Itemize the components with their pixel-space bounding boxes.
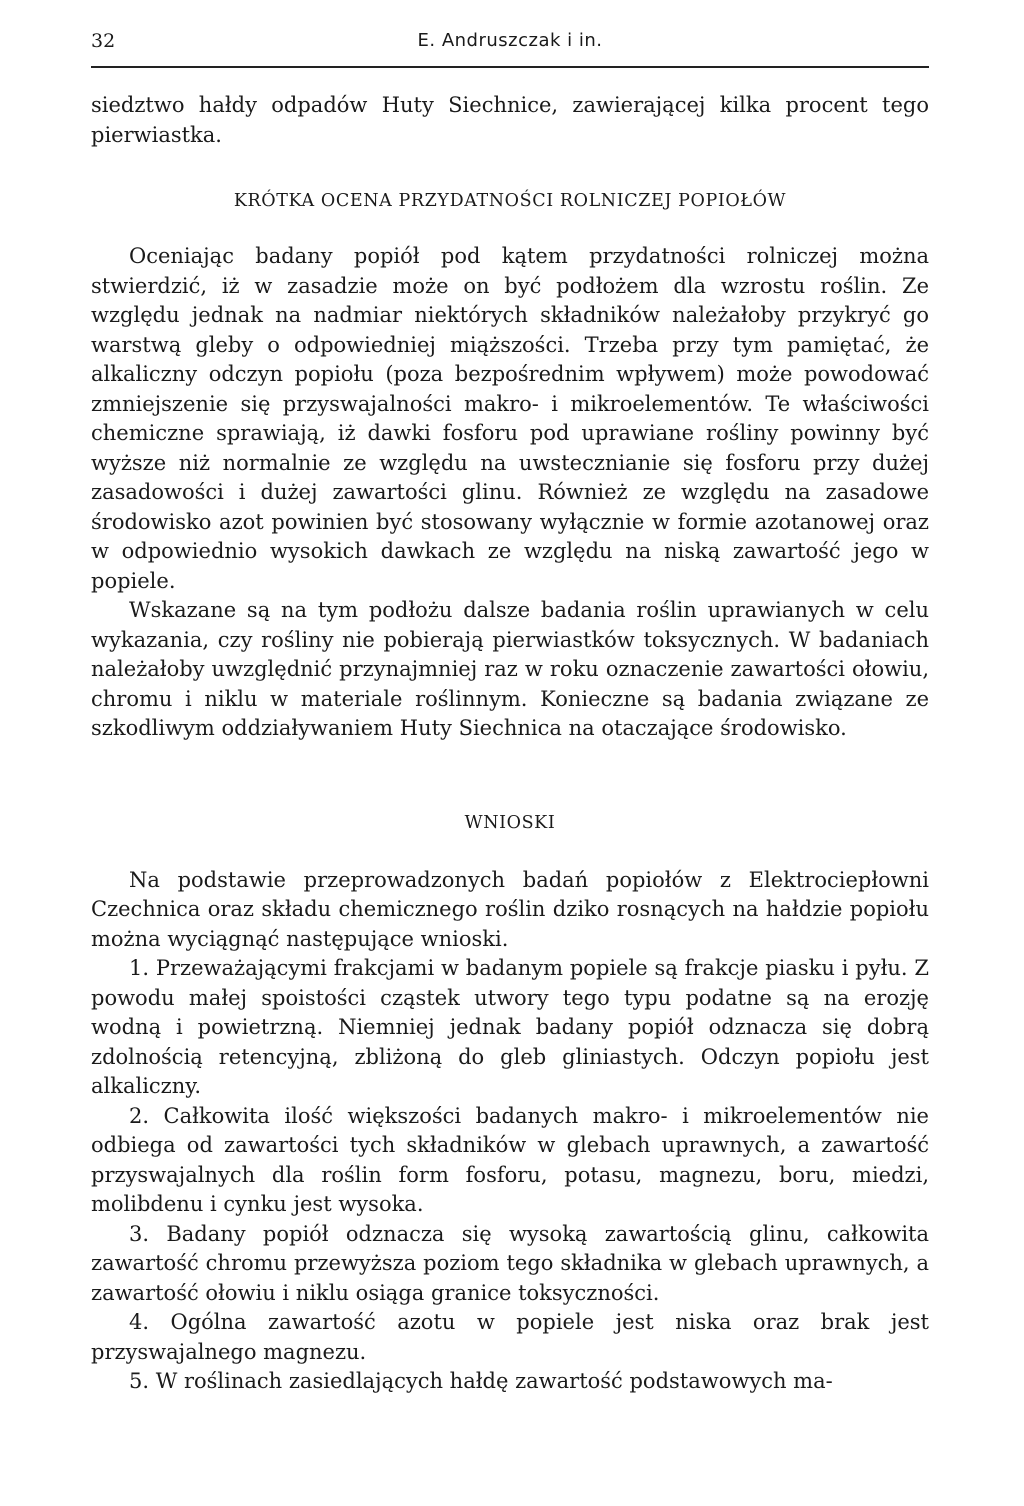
section-title-conclusions: WNIOSKI bbox=[464, 812, 556, 833]
conclusion-item-4: 4. Ogólna zawartość azotu w popiele jest niska oraz brak jest przyswajalnego magnezu. bbox=[91, 1310, 929, 1364]
page-body bbox=[91, 91, 929, 1397]
paragraph-assessment: Oceniając badany popiół pod kątem przydatności rolniczej można stwierdzić, iż w zasadzie może on być podłożem dla wzrostu roślin. Ze względu jednak na nadmiar niektórych składników należałoby przykryć go warstwą gleby o odpowiedniej miąższości. Trzeba przy tym pamiętać, że alkaliczny odczyn popiołu (poza bezpośrednim wpływem) może powodować zmniejszenie się przyswajalności makro- i mikroelementów. Te właściwości chemiczne sprawiają, iż dawki fosforu pod uprawiane rośliny powinny być wyższe niż normalnie ze względu na uwstecznianie się fosforu przy dużej zasadowości i dużej zawartości glinu. Również ze względu na zasadowe środowisko azot powinien być stosowany wyłącznie w formie azotanowej oraz w odpowiednio wysokich dawkach ze względu na niską zawartość jego w popiele. bbox=[91, 244, 929, 593]
header-rule bbox=[91, 66, 929, 68]
conclusion-item-1: 1. Przeważającymi frakcjami w badanym popiele są frakcje piasku i pyłu. Z powodu małej spoistości cząstek utwory tego typu podatne są na erozję wodną i powietrzną. Niemniej jednak badany popiół odznacza się dobrą zdolnością retencyjną, zbliżoną do gleb gliniastych. Odczyn popiołu jest alkaliczny. bbox=[91, 956, 929, 1098]
section-title-assessment: KRÓTKA OCENA PRZYDATNOŚCI ROLNICZEJ POPIOŁÓW bbox=[233, 191, 787, 211]
running-head: E. Andruszczak i in. bbox=[417, 30, 603, 51]
conclusion-item-3: 3. Badany popiół odznacza się wysoką zawartością glinu, całkowita zawartość chromu przewyższa poziom tego składnika w glebach uprawnych, a zawartość ołowiu i niklu osiąga granice toksyczności. bbox=[91, 1221, 929, 1305]
document-page bbox=[91, 0, 929, 1506]
conclusion-item-5: 5. W roślinach zasiedlających hałdę zawartość podstawowych ma- bbox=[129, 1369, 833, 1393]
continuation-paragraph: siedztwo hałdy odpadów Huty Siechnice, zawierającej kilka procent tego pierwiastka. bbox=[91, 93, 929, 147]
conclusion-item-2: 2. Całkowita ilość większości badanych makro- i mikroelementów nie odbiega od zawartości tych składników w glebach uprawnych, a zawartość przyswajalnych dla roślin form fosforu, potasu, magnezu, boru, miedzi, molibdenu i cynku jest wysoka. bbox=[91, 1103, 929, 1216]
paragraph-conclusions-intro: Na podstawie przeprowadzonych badań popiołów z Elektrociepłowni Czechnica oraz składu chemicznego roślin dziko rosnących na hałdzie popiołu można wyciągnąć następujące wnioski. bbox=[91, 867, 929, 951]
page-number: 32 bbox=[91, 30, 116, 52]
page-header bbox=[91, 30, 929, 62]
paragraph-further-research: Wskazane są na tym podłożu dalsze badania roślin uprawianych w celu wykazania, czy rośliny nie pobierają pierwiastków toksycznych. W badaniach należałoby uwzględnić przynajmniej raz w roku oznaczenie zawartości ołowiu, chromu i niklu w materiale roślinnym. Konieczne są badania związane ze szkodliwym oddziaływaniem Huty Siechnica na otaczające środowisko. bbox=[91, 598, 929, 740]
